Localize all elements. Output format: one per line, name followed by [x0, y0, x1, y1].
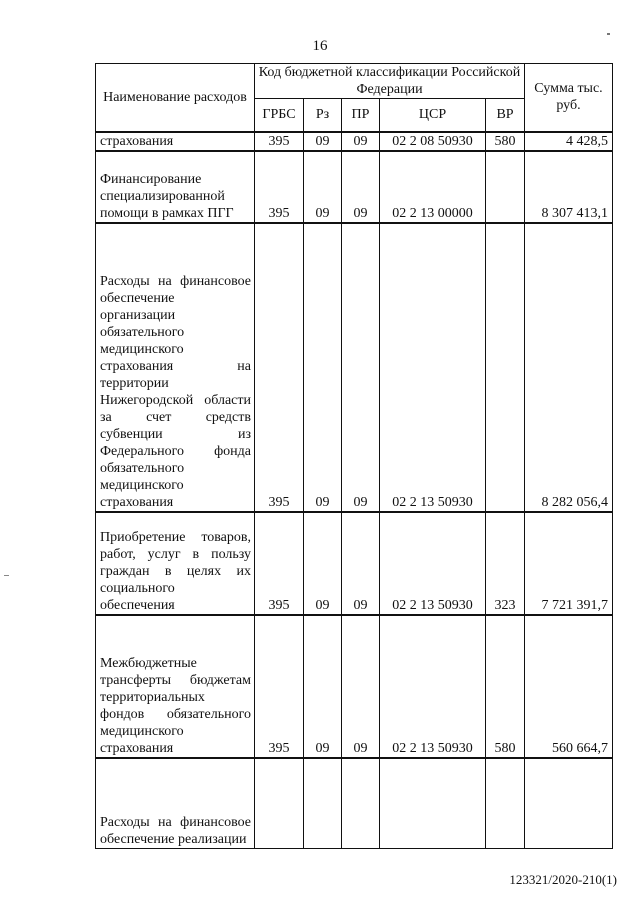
row-rz: 09 — [304, 615, 342, 758]
row-amount: 8 307 413,1 — [525, 151, 613, 223]
row-amount: 7 721 391,7 — [525, 512, 613, 615]
row-name: Финансирование специализированной помощи в рамках ПГГ — [96, 151, 255, 223]
header-csr: ЦСР — [380, 99, 486, 132]
row-name: Расходы на финансовое обеспечение организации обязательного медицинского страхования на территории Нижегородской области за счет средств субвенции из Федерального фонда обязательного медицинского страхования — [96, 223, 255, 512]
row-vr: 580 — [486, 132, 525, 151]
table-row — [96, 758, 613, 849]
row-rz — [304, 758, 342, 849]
page-number: 16 — [312, 38, 328, 54]
header-name: Наименование расходов — [96, 64, 255, 132]
row-amount: 4 428,5 — [525, 132, 613, 151]
row-csr: 02 2 13 00000 — [380, 151, 486, 223]
row-grbs: 395 — [255, 223, 304, 512]
header-rz: Рз — [304, 99, 342, 132]
row-pr: 09 — [342, 223, 380, 512]
document-number: 123321/2020-210(1) — [509, 872, 617, 887]
row-csr: 02 2 13 50930 — [380, 512, 486, 615]
row-amount: 8 282 056,4 — [525, 223, 613, 512]
row-pr: 09 — [342, 151, 380, 223]
budget-classification-table — [95, 63, 613, 849]
row-grbs: 395 — [255, 615, 304, 758]
table-row — [96, 151, 613, 223]
row-rz: 09 — [304, 151, 342, 223]
row-pr: 09 — [342, 615, 380, 758]
row-pr: 09 — [342, 512, 380, 615]
row-amount — [525, 758, 613, 849]
row-pr: 09 — [342, 132, 380, 151]
row-name: страхования — [96, 132, 255, 151]
row-rz: 09 — [304, 223, 342, 512]
row-csr: 02 2 13 50930 — [380, 615, 486, 758]
row-grbs: 395 — [255, 132, 304, 151]
header-vr: ВР — [486, 99, 525, 132]
row-vr — [486, 223, 525, 512]
row-vr: 580 — [486, 615, 525, 758]
row-name: Межбюджетные трансферты бюджетам территориальных фондов обязательного медицинского страхования — [96, 615, 255, 758]
row-csr: 02 2 13 50930 — [380, 223, 486, 512]
margin-mark — [4, 575, 9, 576]
header-pr: ПР — [342, 99, 380, 132]
row-grbs: 395 — [255, 151, 304, 223]
table-row — [96, 132, 613, 151]
header-grbs: ГРБС — [255, 99, 304, 132]
row-rz: 09 — [304, 512, 342, 615]
header-code-group: Код бюджетной классификации Российской Федерации — [255, 64, 525, 99]
row-vr — [486, 151, 525, 223]
row-grbs — [255, 758, 304, 849]
row-vr — [486, 758, 525, 849]
table-row — [96, 223, 613, 512]
row-rz: 09 — [304, 132, 342, 151]
row-name: Приобретение товаров, работ, услуг в пользу граждан в целях их социального обеспечения — [96, 512, 255, 615]
row-amount: 560 664,7 — [525, 615, 613, 758]
row-pr — [342, 758, 380, 849]
table-row — [96, 615, 613, 758]
corner-mark — [607, 33, 610, 35]
row-vr: 323 — [486, 512, 525, 615]
table-row — [96, 512, 613, 615]
row-csr — [380, 758, 486, 849]
row-grbs: 395 — [255, 512, 304, 615]
row-csr: 02 2 08 50930 — [380, 132, 486, 151]
row-name: Расходы на финансовое обеспечение реализации — [96, 758, 255, 849]
header-amount: Сумма тыс. руб. — [525, 64, 613, 132]
